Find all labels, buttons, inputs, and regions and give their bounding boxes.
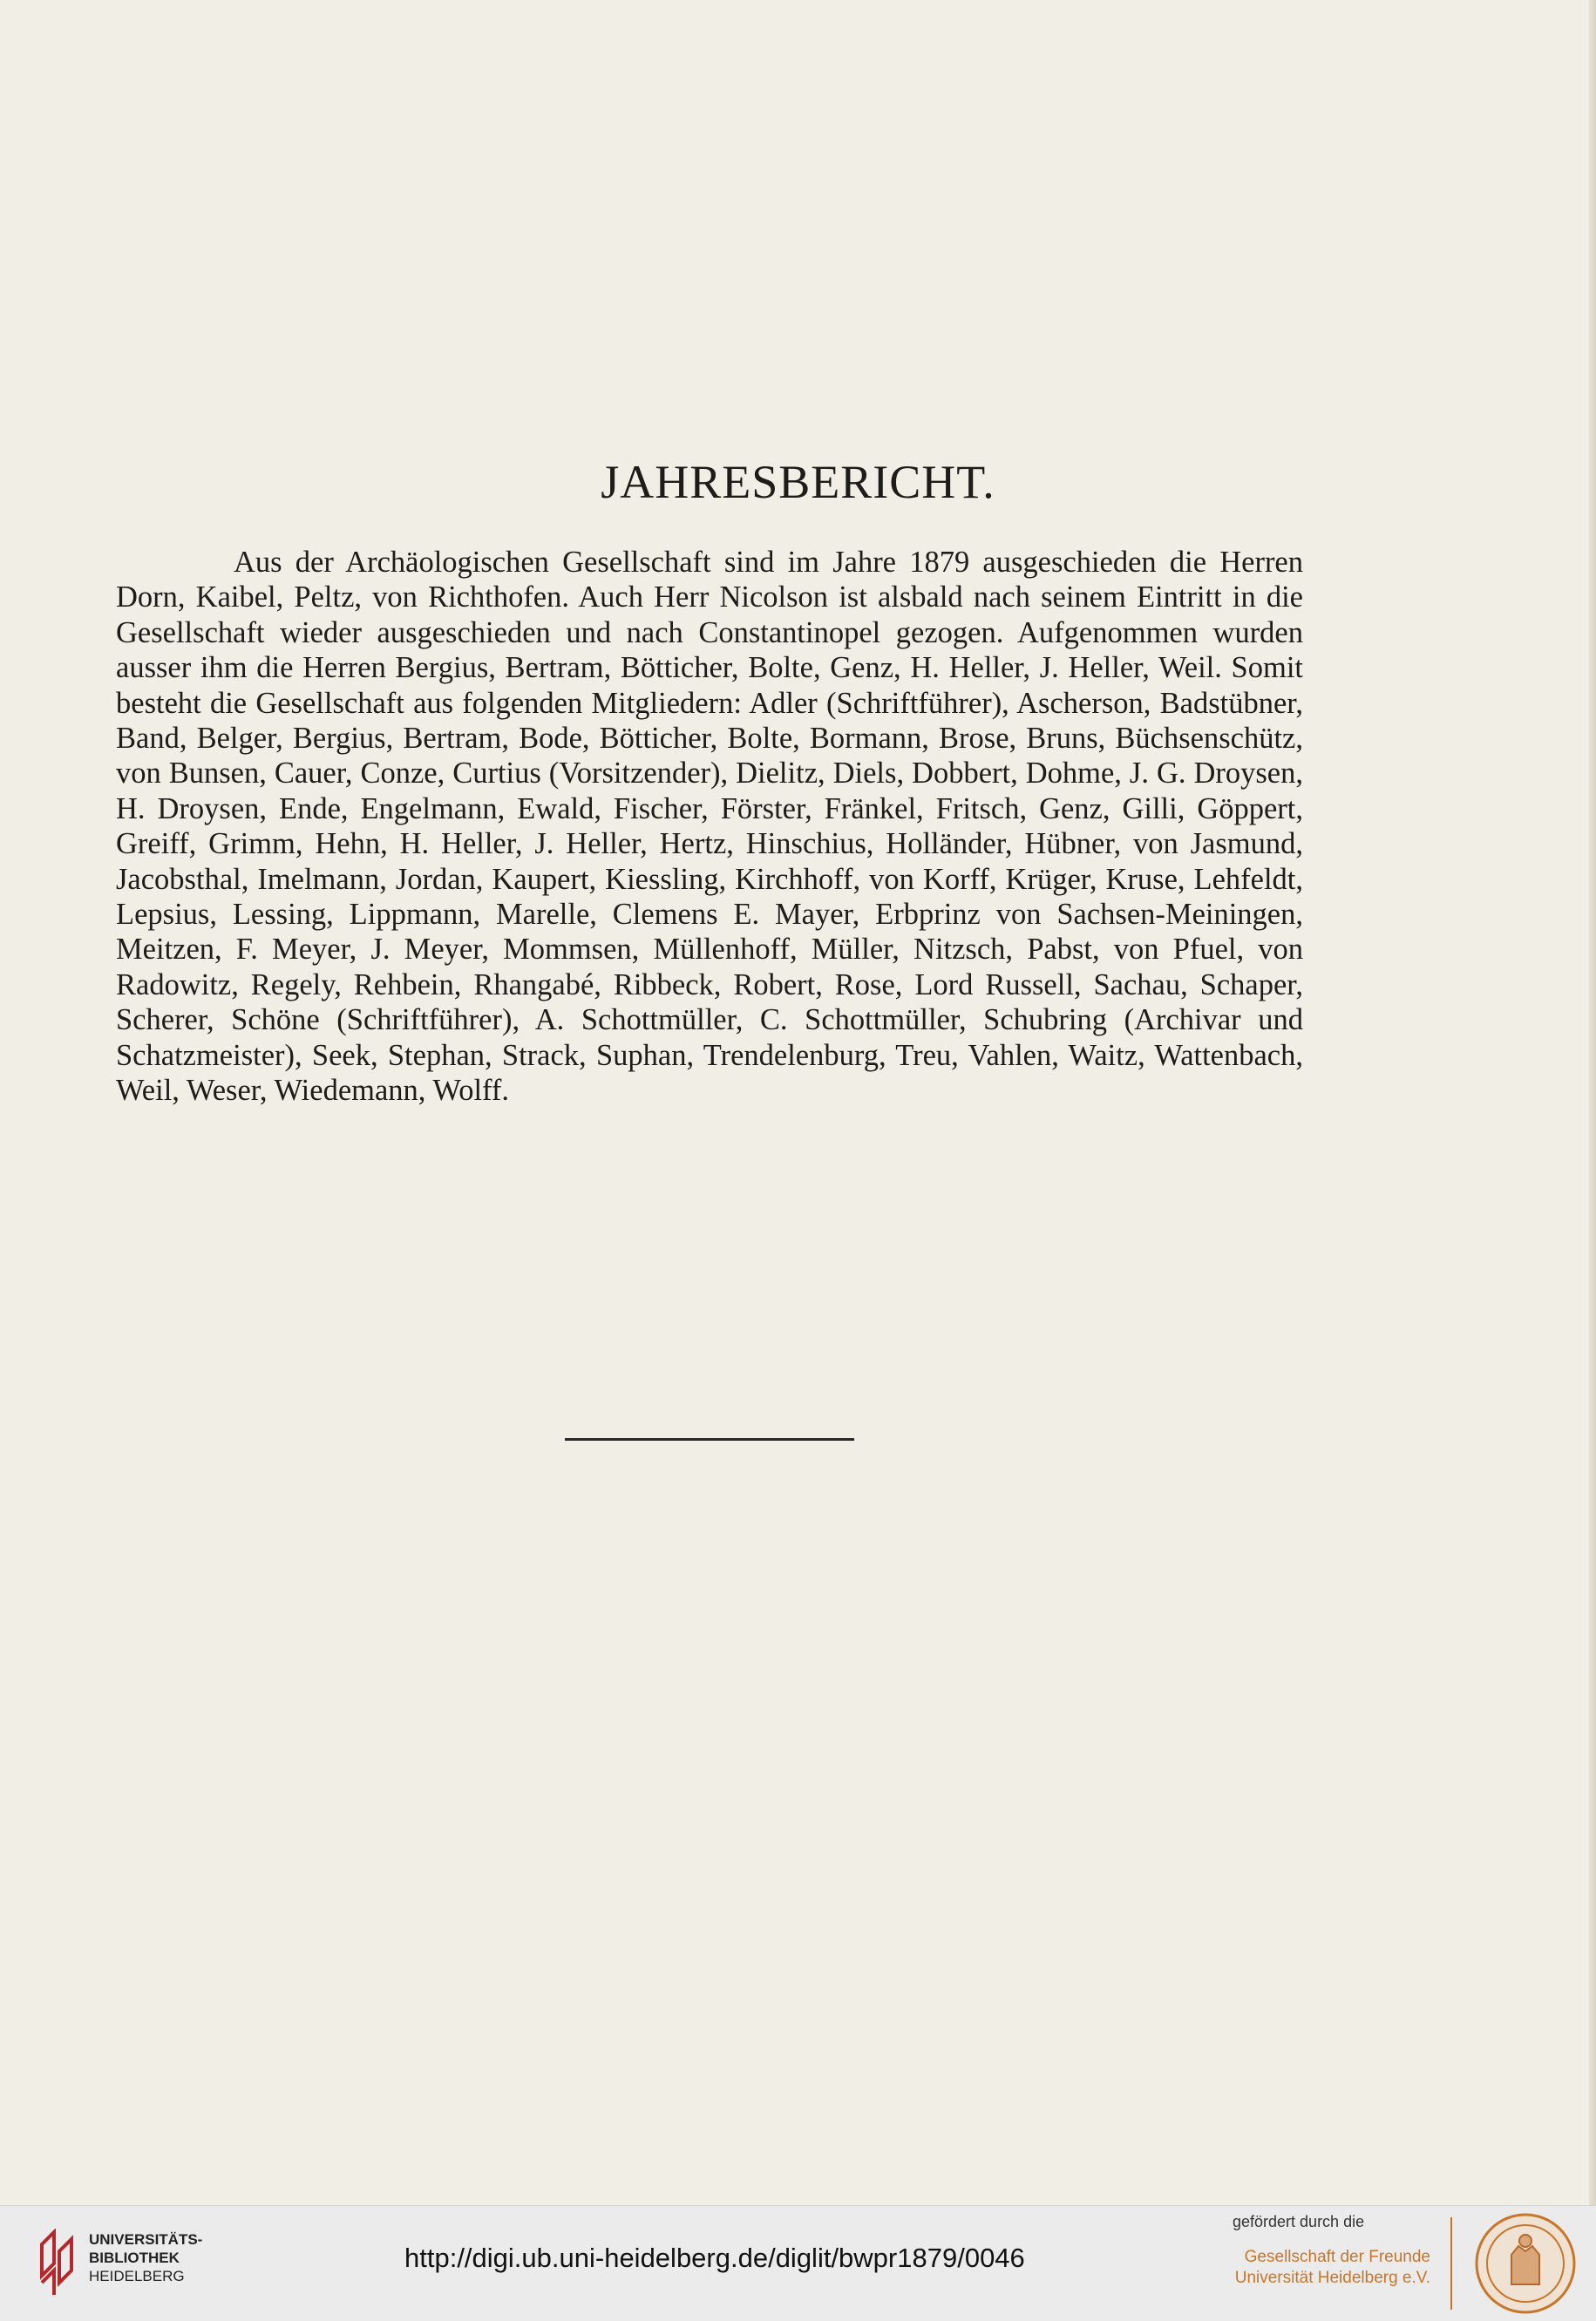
page-edge xyxy=(1589,0,1596,2205)
library-name-line2: BIBLIOTHEK xyxy=(89,2250,180,2266)
footer-divider xyxy=(1450,2217,1452,2310)
sponsor-name-line2: Universität Heidelberg e.V. xyxy=(1234,2269,1430,2287)
sponsor-name-line1: Gesellschaft der Freunde xyxy=(1244,2248,1430,2266)
library-logo-icon xyxy=(38,2229,77,2298)
section-rule xyxy=(565,1438,854,1441)
report-paragraph xyxy=(116,545,1303,1109)
page-title: JAHRESBERICHT. xyxy=(601,456,995,508)
library-name-line1: UNIVERSITÄTS- xyxy=(89,2231,203,2248)
permalink-url[interactable]: http://digi.ub.uni-heidelberg.de/diglit/bwpr1879/0046 xyxy=(404,2243,1025,2273)
paragraph-text: Aus der Archäologischen Gesellschaft sind im Jahre 1879 ausgeschieden die Herren Dorn, Kaibel, Peltz, von Richthofen. Auch Herr Nicolson ist alsbald nach seinem Eintritt in die Gesellschaft wieder ausgeschieden und nach Constantinopel gezogen. Aufgenommen wurden ausser ihm die Herren Bergius, Bertram, Bötticher, Bolte, Genz, H. Heller, J. Heller, Weil. Somit besteht die Gesellschaft aus folgenden Mitgliedern: Adler (Schriftführer), Ascherson, Badstübner, Band, Belger, Bergius, Bertram, Bode, Bötticher, Bolte, Bormann, Brose, Bruns, Büchsenschütz, von Bunsen, Cauer, Conze, Curtius (Vorsitzender), Dielitz, Diels, Dobbert, Dohme, J. G. Droysen, H. Droysen, Ende, Engelmann, Ewald, Fischer, Förster, Fränkel, Fritsch, Genz, Gilli, Göppert, Greiff, Grimm, Hehn, H. Heller, J. Heller, Hertz, Hinschius, Holländer, Hübner, von Jasmund, Jacobsthal, Imelmann, Jordan, Kaupert, Kiessling, Kirchhoff, von Korff, Krüger, Kruse, Lehfeldt, Lepsius, Lessing, Lippmann, Marelle, Clemens E. Mayer, Erbprinz von Sachsen-Meiningen, Meitzen, F. Meyer, J. Meyer, Mommsen, Müllenhoff, Müller, Nitzsch, Pabst, von Pfuel, von Radowitz, Regely, Rehbein, Rhangabé, Ribbeck, Robert, Rose, Lord Russell, Sachau, Schaper, Scherer, Schöne (Schriftführer), A. Schottmüller, C. Schottmüller, Schubring (Archivar und Schatzmeister), Seek, Stephan, Strack, Suphan, Trendelenburg, Treu, Vahlen, Waitz, Wattenbach, Weil, Weser, Wiedemann, Wolff. xyxy=(116,546,1303,1108)
sponsor-name xyxy=(1235,2247,1430,2289)
library-name-line3: HEIDELBERG xyxy=(89,2268,185,2284)
library-name xyxy=(89,2230,202,2285)
sponsor-label: gefördert durch die xyxy=(1233,2213,1365,2230)
university-seal-icon xyxy=(1473,2211,1578,2316)
